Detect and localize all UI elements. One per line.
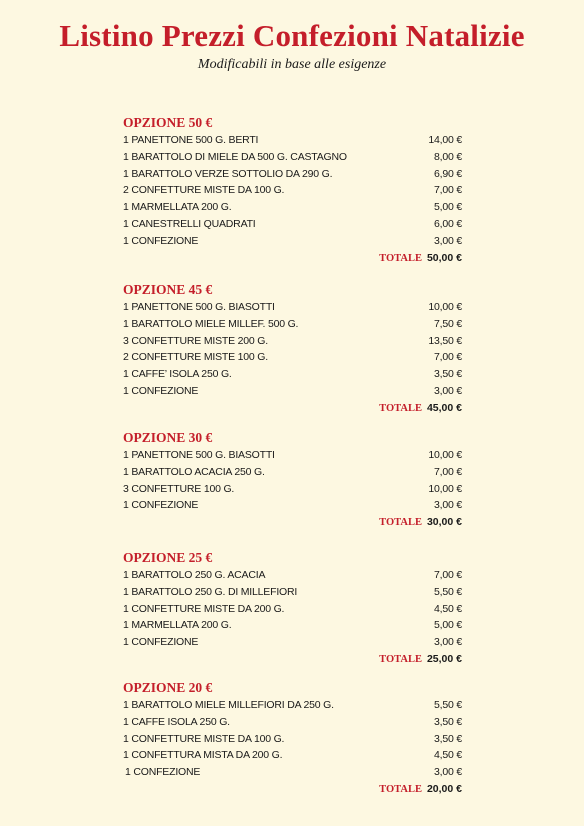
list-item [123,216,462,233]
item-description: 1 CONFEZIONE [123,499,199,512]
item-description: 1 CONFEZIONE [123,384,199,397]
total-label: TOTALE [379,783,422,795]
item-price: 5,00 € [434,201,462,214]
option-20 [123,679,462,798]
total-value: 25,00 € [426,652,462,665]
list-item [123,166,462,183]
item-price: 7,00 € [434,465,462,478]
list-item [123,149,462,166]
total-label: TOTALE [379,252,422,264]
item-description: 1 BARATTOLO 250 G. DI MILLEFIORI [123,585,298,598]
option-heading: OPZIONE 20 € [123,680,213,695]
option-heading: OPZIONE 50 € [123,115,213,130]
item-price: 14,00 € [428,134,462,146]
item-price: 7,50 € [434,317,462,330]
item-price: 3,50 € [434,732,462,745]
list-item [123,601,462,618]
item-description: 1 MARMELLATA 200 G. [123,619,232,632]
option-total [123,514,462,531]
item-description: 1 CONFETTURE MISTE DA 200 G. [123,602,285,615]
item-price: 10,00 € [428,449,462,461]
item-description: 2 CONFETTURE MISTE DA 100 G. [123,184,285,197]
item-price: 7,00 € [434,351,462,364]
list-item [123,584,462,601]
item-description: 1 CONFEZIONE [123,636,199,649]
item-price: 6,90 € [434,167,462,180]
item-price: 3,00 € [434,499,462,512]
item-price: 3,50 € [434,368,462,381]
option-30 [123,429,462,531]
item-price: 6,00 € [434,217,462,230]
item-description: 1 CANESTRELLI QUADRATI [123,217,256,230]
item-price: 10,00 € [428,301,462,313]
item-description: 1 MARMELLATA 200 G. [123,201,232,214]
list-item [123,349,462,366]
list-item [123,383,462,400]
total-value: 50,00 € [426,251,462,264]
item-price: 7,00 € [434,569,462,581]
item-description: 1 CONFETTURA MISTA DA 200 G. [123,749,283,762]
total-label: TOTALE [379,402,422,414]
item-description: 1 PANETTONE 500 G. BIASOTTI [123,449,275,461]
item-description: 1 BARATTOLO VERZE SOTTOLIO DA 290 G. [123,167,333,180]
item-price: 5,50 € [434,699,462,711]
item-description: 2 CONFETTURE MISTE 100 G. [123,351,268,364]
list-item [123,731,462,748]
item-description: 1 CAFFE ISOLA 250 G. [123,715,230,728]
option-45 [123,281,462,417]
option-25 [123,549,462,668]
option-total [123,400,462,417]
page-subtitle: Modificabili in base alle esigenze [197,57,387,72]
list-item [123,199,462,216]
list-item [123,233,462,250]
item-price: 4,50 € [434,749,462,762]
option-total [123,250,462,267]
total-value: 20,00 € [426,782,462,795]
item-description: 1 CONFETTURE MISTE DA 100 G. [123,732,285,745]
item-price: 5,00 € [434,619,462,632]
item-description: 1 PANETTONE 500 G. BERTI [123,134,259,146]
list-item [123,697,462,714]
list-item [123,464,462,481]
item-description: 1 CAFFE’ ISOLA 250 G. [123,368,232,381]
list-item [123,316,462,333]
total-value: 30,00 € [426,516,462,529]
item-price: 7,00 € [434,184,462,197]
item-price: 8,00 € [434,150,462,163]
option-heading: OPZIONE 45 € [123,282,213,297]
item-description: 1 CONFEZIONE [125,766,201,779]
item-description: 1 BARATTOLO ACACIA 250 G. [123,465,265,478]
list-item [123,714,462,731]
list-item [123,299,462,316]
option-heading: OPZIONE 25 € [123,550,213,565]
item-price: 4,50 € [434,602,462,615]
total-label: TOTALE [379,653,422,665]
option-total [123,781,462,798]
item-description: 1 PANETTONE 500 G. BIASOTTI [123,301,275,313]
list-item [123,366,462,383]
list-item [123,481,462,498]
list-item [123,747,462,764]
list-item [123,497,462,514]
item-description: 3 CONFETTURE 100 G. [123,482,235,495]
item-description: 3 CONFETTURE MISTE 200 G. [123,334,268,347]
total-value: 45,00 € [426,401,462,414]
item-description: 1 CONFEZIONE [123,234,199,247]
item-price: 10,00 € [428,482,462,495]
item-price: 3,00 € [434,234,462,247]
list-item [123,634,462,651]
item-price: 13,50 € [428,334,462,347]
list-item [123,182,462,199]
item-price: 3,00 € [434,636,462,649]
page-title: Listino Prezzi Confezioni Natalizie [59,18,525,53]
list-item [123,764,462,781]
list-item [123,333,462,350]
item-description: 1 BARATTOLO MIELE MILLEFIORI DA 250 G. [123,699,334,711]
list-item [123,447,462,464]
item-description: 1 BARATTOLO MIELE MILLEF. 500 G. [123,317,299,330]
option-total [123,651,462,668]
item-price: 3,50 € [434,715,462,728]
total-label: TOTALE [379,517,422,529]
list-item [123,617,462,634]
item-price: 3,00 € [434,384,462,397]
item-description: 1 BARATTOLO 250 G. ACACIA [123,569,266,581]
option-heading: OPZIONE 30 € [123,430,213,445]
item-price: 3,00 € [434,766,462,779]
option-50 [123,114,462,266]
list-item [123,132,462,149]
item-description: 1 BARATTOLO DI MIELE DA 500 G. CASTAGNO [123,150,347,163]
item-price: 5,50 € [434,585,462,598]
list-item [123,567,462,584]
